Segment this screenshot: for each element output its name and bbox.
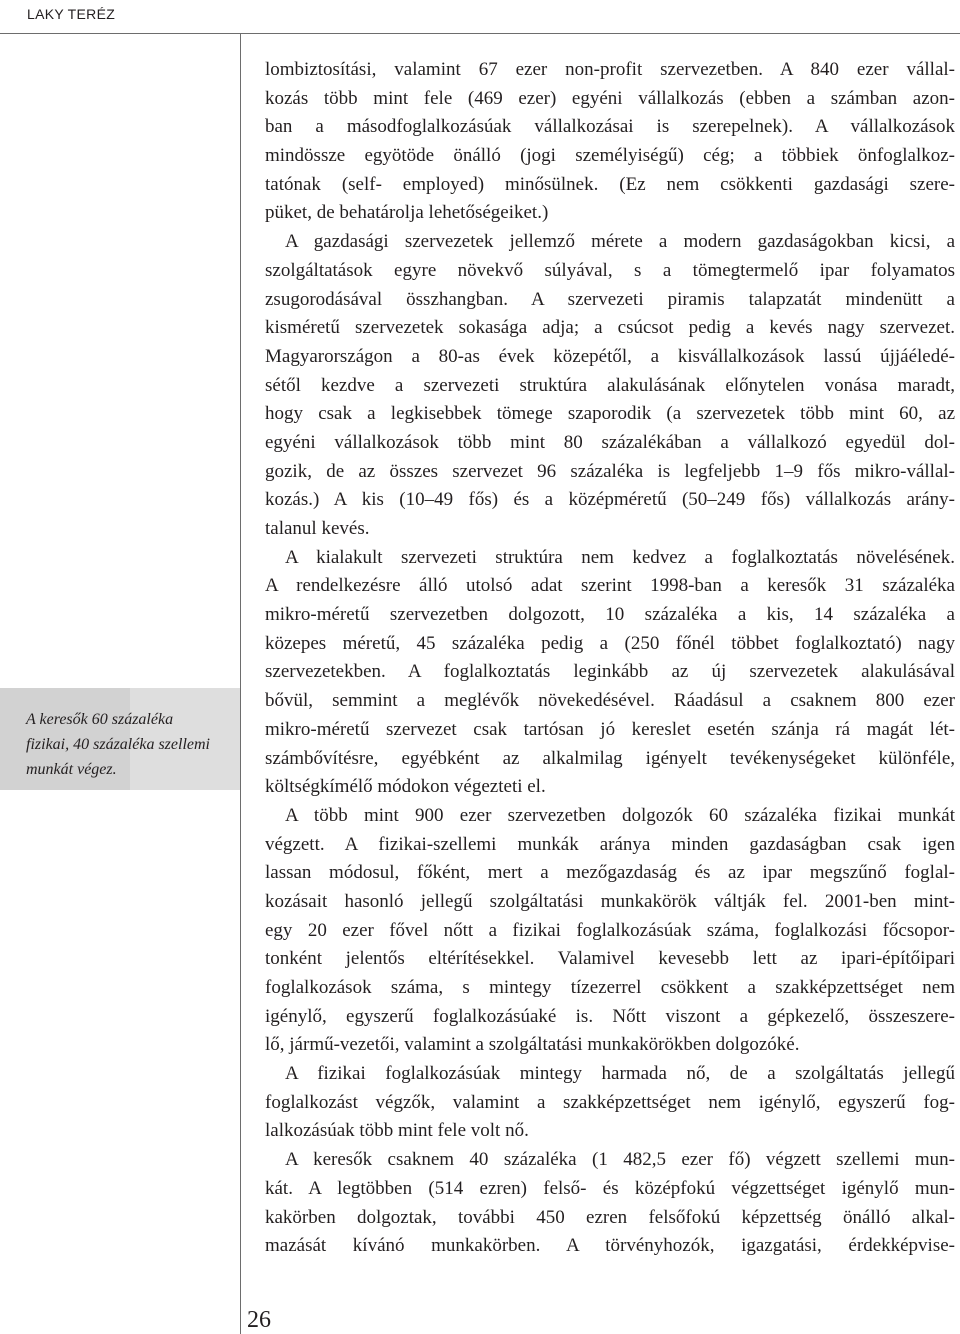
text-line: bővül, semmint a meglévők növekedésével. Ráadásul a csaknem 800 ezer: [265, 690, 955, 712]
text-line: mikro-méretű szervezetben dolgozott, 10 százaléka a kis, 14 százaléka a: [265, 604, 955, 626]
text-line: tonként jelentős eltérítésekkel. Valamivel kevesebb lett az ipari-építőipari: [265, 948, 955, 970]
paragraph: [265, 1146, 955, 1261]
text-line: igénylő, egyszerű foglalkozásúaké is. Nőtt viszont a gépkezelő, összeszere-: [265, 1005, 955, 1027]
text-line: végzett. A fizikai-szellemi munkák aránya minden gazdaságban csak igen: [265, 833, 955, 855]
text-line: kisméretű szervezetek sokasága adja; a csúcsot pedig a kevés nagy szervezet.: [265, 317, 955, 339]
paragraph: [265, 228, 955, 544]
body-text: [265, 56, 955, 1261]
text-line: A keresők csaknem 40 százaléka (1 482,5 ezer fő) végzett szellemi mun-: [285, 1149, 955, 1171]
text-line: lombiztosítási, valamint 67 ezer non-profit szervezetben. A 840 ezer vállal-: [265, 59, 955, 80]
text-line: mikro-méretű szervezet csak tartósan jó kereslet esetén szánja rá magát lét-: [265, 718, 955, 740]
margin-note-line: fizikai, 40 százaléka szellemi: [26, 736, 210, 753]
text-line: egyéni vállalkozások több mint 80 százalékában a vállalkozó egyedül dol-: [265, 431, 955, 453]
header-rule: [0, 33, 960, 34]
text-line: lalkozásúak több mint fele volt nő.: [265, 1120, 529, 1142]
paragraph: [265, 1060, 955, 1146]
text-line: szolgáltatások egyre növekvő súlyával, s a tömegtermelő ipar folyamatos: [265, 259, 955, 281]
paragraph: [265, 544, 955, 802]
margin-note-line: munkát végez.: [26, 761, 117, 778]
text-line: közepes méretű, 45 százaléka pedig a (250 főnél többet foglalkoztató) nagy: [265, 632, 955, 654]
text-line: kát. A legtöbben (514 ezren) felső- és középfokú végzettséget igénylő mun-: [265, 1177, 955, 1199]
paragraph: [265, 56, 955, 228]
text-line: mindössze egyötöde önálló (jogi személyiségű) cég; a többiek önfoglalkoz-: [265, 145, 955, 167]
text-line: kozás.) A kis (10–49 fős) és a középméretű (50–249 fős) vállalkozás arány-: [265, 489, 955, 511]
text-line: kozásait hasonló jellegű szolgáltatási munkakörök váltják fel. 2001-ben mint-: [265, 890, 955, 912]
text-line: Magyarországon a 80-as évek közepétől, a kisvállalkozások lassú újjáéledé-: [265, 345, 955, 367]
text-line: foglalkozások száma, s mintegy tízezerrel csökkent a szakképzettséget nem: [265, 977, 955, 998]
text-line: számbővítésre, egyébként az alkalmilag igényelt tevékenységeket különféle,: [265, 747, 955, 769]
text-line: foglalkozást végzők, valamint a szakképzettséget nem igénylő, egyszerű fog-: [265, 1091, 955, 1113]
text-line: A több mint 900 ezer szervezetben dolgozók 60 százaléka fizikai munkát: [285, 804, 955, 826]
margin-note: [0, 688, 240, 790]
text-line: kakörben dolgoztak, további 450 ezren felsőfokú képzettség önálló alkal-: [265, 1206, 955, 1228]
margin-note-line: A keresők 60 százaléka: [26, 711, 174, 728]
text-line: tatónak (self- employed) minősülnek. (Ez nem csökkenti gazdasági szere-: [265, 173, 955, 195]
text-line: A kialakult szervezeti struktúra nem kedvez a foglalkoztatás növelésének.: [285, 546, 955, 568]
text-line: talanul kevés.: [265, 518, 370, 539]
text-line: lassan módosul, főként, mert a mezőgazdaság és az ipar megszűnő foglal-: [265, 862, 955, 884]
text-line: ban a másodfoglalkozásúak vállalkozásai is szerepelnek). A vállalkozások: [265, 116, 955, 138]
text-line: költségkímélő módokon végezteti el.: [265, 776, 546, 798]
text-line: gozik, de az összes szervezet 96 százaléka is legfeljebb 1–9 fős mikro-vállal-: [265, 460, 955, 482]
text-line: zsugorodásával összhangban. A szervezeti piramis talapzatát mindenütt a: [265, 288, 955, 310]
text-line: püket, de behatárolja lehetőségeiket.): [265, 202, 549, 224]
text-line: szervezetekben. A foglalkoztatás leginkább az új szervezetek alakulásával: [265, 661, 955, 683]
text-line: A rendelkezésre álló utolsó adat szerint 1998-ban a keresők 31 százaléka: [265, 575, 955, 597]
text-line: A fizikai foglalkozásúak mintegy harmada nő, de a szolgáltatás jellegű: [285, 1063, 955, 1085]
text-line: sétől kezdve a szervezeti struktúra alakulásának előnytelen vonása maradt,: [265, 374, 955, 396]
text-line: hogy csak a legkisebbek tömege szaporodik (a szervezetek több mint 60, az: [265, 403, 955, 425]
text-line: egy 20 ezer fővel nőtt a fizikai foglalkozásúak száma, foglalkozási főcsopor-: [265, 919, 955, 941]
text-line: kozás több mint fele (469 ezer) egyéni vállalkozás (ebben a számban azon-: [265, 87, 955, 109]
text-line: A gazdasági szervezetek jellemző mérete a modern gazdaságokban kicsi, a: [285, 231, 955, 253]
paragraph: [265, 802, 955, 1060]
text-line: lő, jármű-vezetői, valamint a szolgáltatási munkakörökben dolgozóké.: [265, 1034, 800, 1056]
page-number: 26: [247, 1307, 271, 1333]
text-line: mazását kívánó munkakörben. A törvényhozók, igazgatási, érdekképvise-: [265, 1235, 955, 1257]
column-divider-rule: [240, 34, 241, 1334]
running-head: LAKY TERÉZ: [27, 6, 116, 22]
